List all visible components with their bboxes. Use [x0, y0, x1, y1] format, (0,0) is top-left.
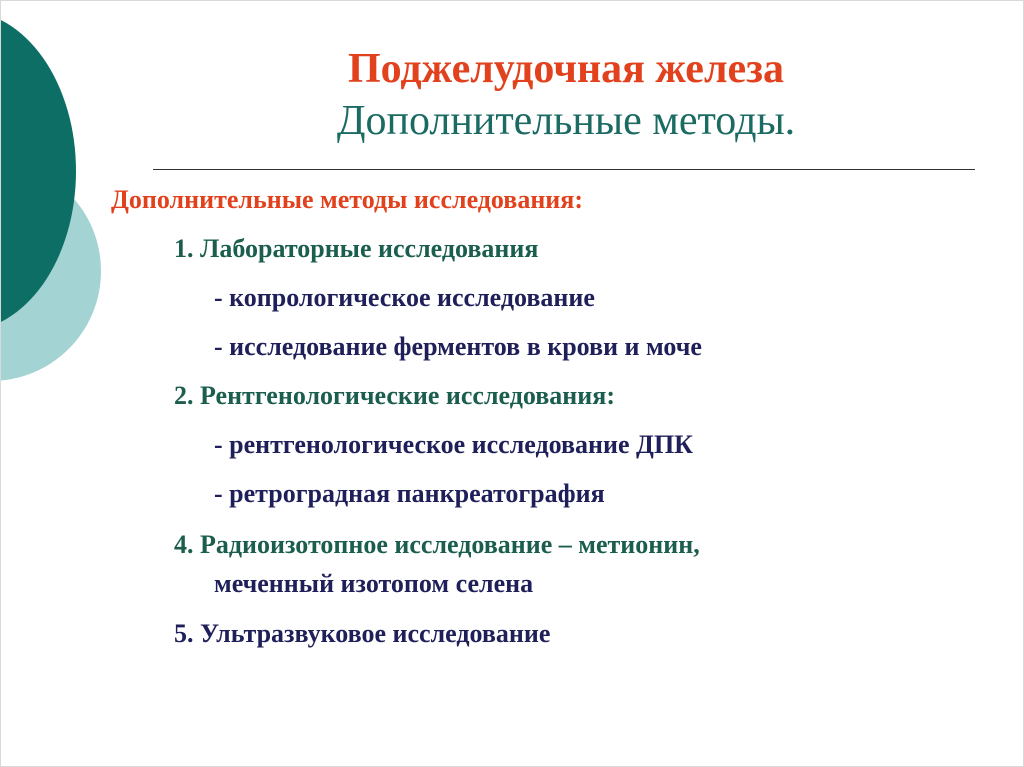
list-item: 4. Радиоизотопное исследование – метионин,: [174, 530, 700, 559]
list-subitem: - копрологическое исследование: [214, 283, 595, 312]
slide-subtitle: Дополнительные методы.: [336, 98, 796, 144]
section-heading: Дополнительные методы исследования:: [111, 185, 583, 214]
list-subitem: - исследование ферментов в крови и моче: [214, 332, 702, 361]
list-subitem: - рентгенологическое исследование ДПК: [214, 430, 694, 459]
list-item-continuation: меченный изотопом селена: [214, 569, 534, 598]
title-block: [151, 43, 981, 147]
slide-title: Поджелудочная железа: [347, 46, 785, 92]
title-divider: [153, 169, 975, 170]
list-subitem: - ретроградная панкреатография: [214, 479, 605, 508]
list-item: 5. Ультразвуковое исследование: [174, 619, 551, 648]
list-item: 1. Лабораторные исследования: [174, 234, 539, 263]
list-item: 2. Рентгенологические исследования:: [174, 381, 615, 410]
